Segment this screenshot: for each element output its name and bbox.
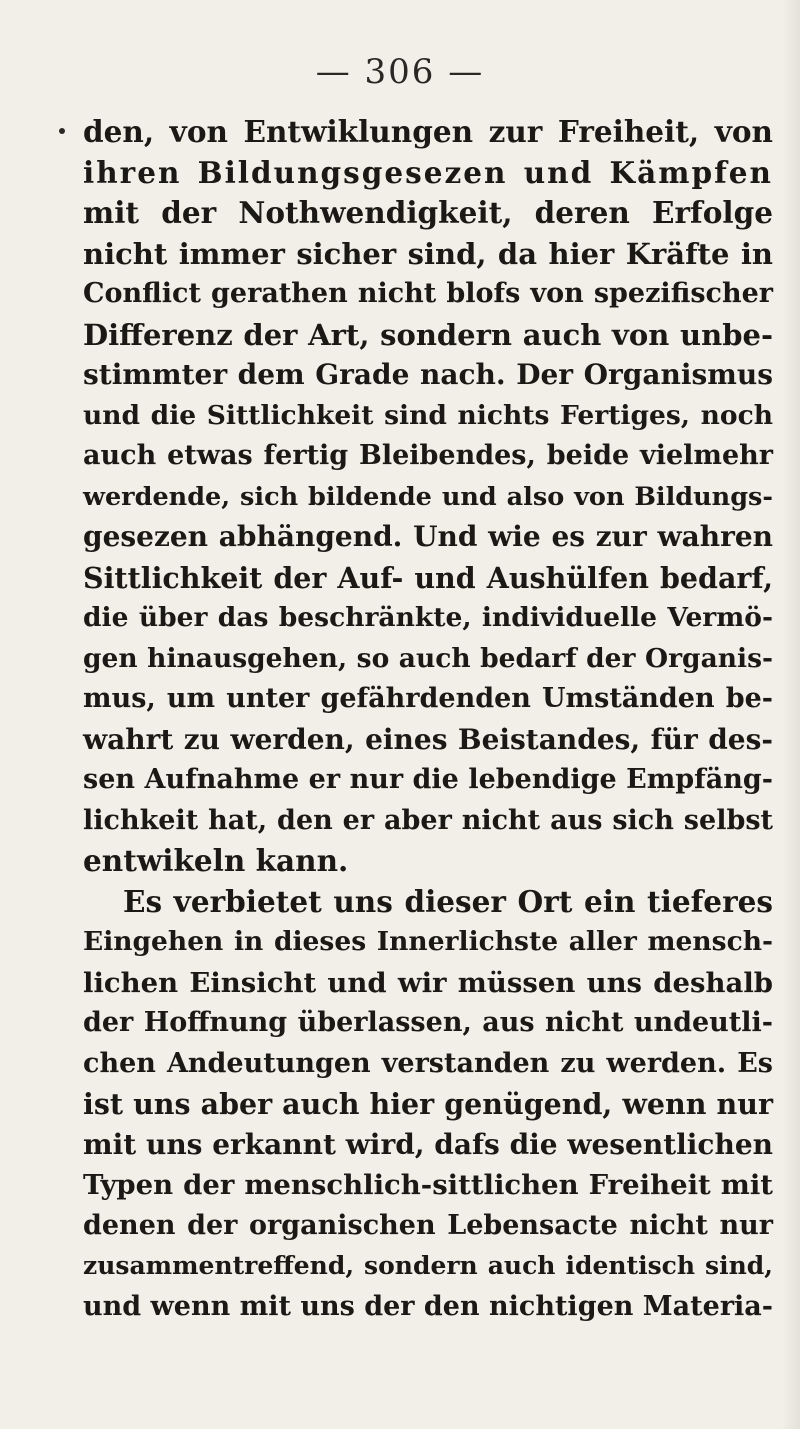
page-number: — 306 —	[315, 52, 485, 92]
text-line: mit der Nothwendigkeit, deren Erfolge	[83, 195, 773, 230]
text-line: ist uns aber auch hier genügend, wenn nur	[83, 1087, 773, 1121]
text-line: ihren Bildungsgesezen und Kämpfen	[83, 154, 773, 190]
text-line: gen hinausgehen, so auch bedarf der Organis-	[83, 642, 773, 674]
text-line: der Hoffnung überlassen, aus nicht undeutli-	[83, 1007, 773, 1038]
text-line: Differenz der Art, sondern auch von unbe-	[83, 317, 773, 352]
text-line: Eingehen in dieses Innerlichste aller mensch-	[83, 926, 773, 957]
text-line: zusammentreffend, sondern auch identisch sind,	[83, 1251, 773, 1280]
page-edge-shadow	[782, 0, 800, 1429]
text-line: sen Aufnahme er nur die lebendige Empfäng-	[83, 764, 773, 795]
text-line: Conflict gerathen nicht blofs von spezifischer	[83, 278, 773, 309]
text-line: mit uns erkannt wird, dafs die wesentlichen	[83, 1127, 773, 1161]
text-line: lichkeit hat, den er aber nicht aus sich selbst	[83, 804, 773, 836]
text-line: die über das beschränkte, individuelle Vermö-	[83, 602, 773, 633]
text-line: nicht immer sicher sind, da hier Kräfte in	[83, 236, 773, 271]
text-line: auch etwas fertig Bleibendes, beide vielmehr	[83, 440, 773, 471]
text-line: entwikeln kann.	[83, 843, 349, 878]
text-line: Sittlichkeit der Auf- und Aushülfen bedarf,	[83, 560, 773, 595]
text-line: denen der organischen Lebensacte nicht nur	[83, 1209, 773, 1241]
text-line: werdende, sich bildende und also von Bildungs-	[83, 481, 773, 512]
text-line: lichen Einsicht und wir müssen uns deshalb	[83, 966, 773, 999]
body-text	[83, 112, 773, 1327]
text-line: Es verbietet uns dieser Ort ein tieferes	[123, 883, 773, 919]
text-line: chen Andeutungen verstanden zu werden. Es	[83, 1047, 773, 1079]
text-line: stimmter dem Grade nach. Der Organismus	[83, 358, 773, 391]
text-line: wahrt zu werden, eines Beistandes, für des-	[83, 722, 773, 756]
text-line: mus, um unter gefährdenden Umständen be-	[83, 683, 773, 714]
text-line: und wenn mit uns der den nichtigen Materia-	[83, 1290, 773, 1322]
text-line: und die Sittlichkeit sind nichts Fertiges, noch	[83, 399, 773, 431]
text-line: Typen der menschlich-sittlichen Freiheit mit	[83, 1169, 773, 1201]
text-line: den, von Entwiklungen zur Freiheit, von	[83, 114, 773, 149]
margin-mark	[59, 128, 65, 134]
text-line: gesezen abhängend. Und wie es zur wahren	[83, 520, 773, 553]
